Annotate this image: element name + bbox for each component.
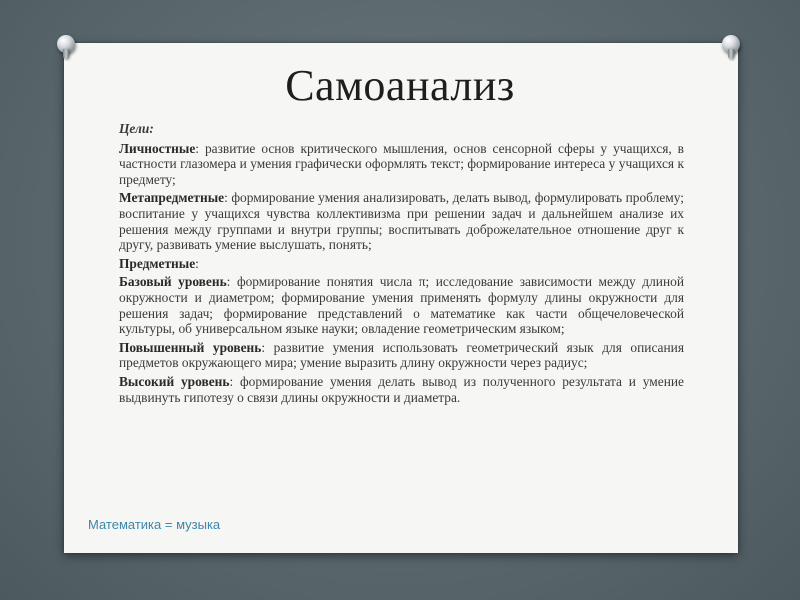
- section-text: : формирование умения делать вывод из полученного результата и умение выдвинуть гипотезу о связи длины окружности и диаметра.: [119, 373, 684, 405]
- section-label: Предметные: [119, 255, 196, 271]
- slide-content: [119, 121, 684, 408]
- pushpin-icon: [722, 35, 740, 53]
- section-label: Метапредметные: [119, 190, 225, 206]
- section-personal: [119, 141, 684, 188]
- section-text: : развитие основ критического мышления, основ сенсорной сферы у учащихся, в частности глазомера и умения графически оформлять текст; формирование интереса у учащихся к предмету;: [119, 140, 684, 187]
- section-text: : формирование понятия числа π; исследование зависимости между длиной окружности и диаметром; формирование умения применять формулу длины окружности для решения задач; формирование представлений о математике как части общечеловеческой культуры, об универсальном языке науки; овладение геометрическим языком;: [119, 274, 684, 337]
- section-text: :: [195, 255, 199, 271]
- footer-text: Математика = музыка: [88, 517, 221, 532]
- goals-label: Цели:: [119, 121, 154, 136]
- section-label: Высокий уровень: [119, 373, 230, 389]
- section-label: Базовый уровень: [119, 274, 227, 290]
- section-text: : формирование умения анализировать, делать вывод, формулировать проблему; воспитание у учащихся чувства коллективизма при решении задач и дальнейшем анализе их решения между группами и внутри группы; воспитывать доброжелательное отношение друг к другу, развивать умение выслушать, понять;: [119, 190, 684, 253]
- section-advanced-level: [119, 340, 684, 371]
- section-text: : развитие умения использовать геометрический язык для описания предметов окружающего мира; умение выразить длину окружности через радиус;: [119, 339, 684, 371]
- page-title: Самоанализ: [285, 61, 515, 110]
- section-basic-level: [119, 274, 684, 336]
- section-subject: [119, 256, 684, 272]
- pushpin-icon: [57, 35, 75, 53]
- section-label: Повышенный уровень: [119, 339, 262, 355]
- section-label: Личностные: [119, 140, 196, 156]
- section-high-level: [119, 374, 684, 405]
- section-metasubject: [119, 190, 684, 252]
